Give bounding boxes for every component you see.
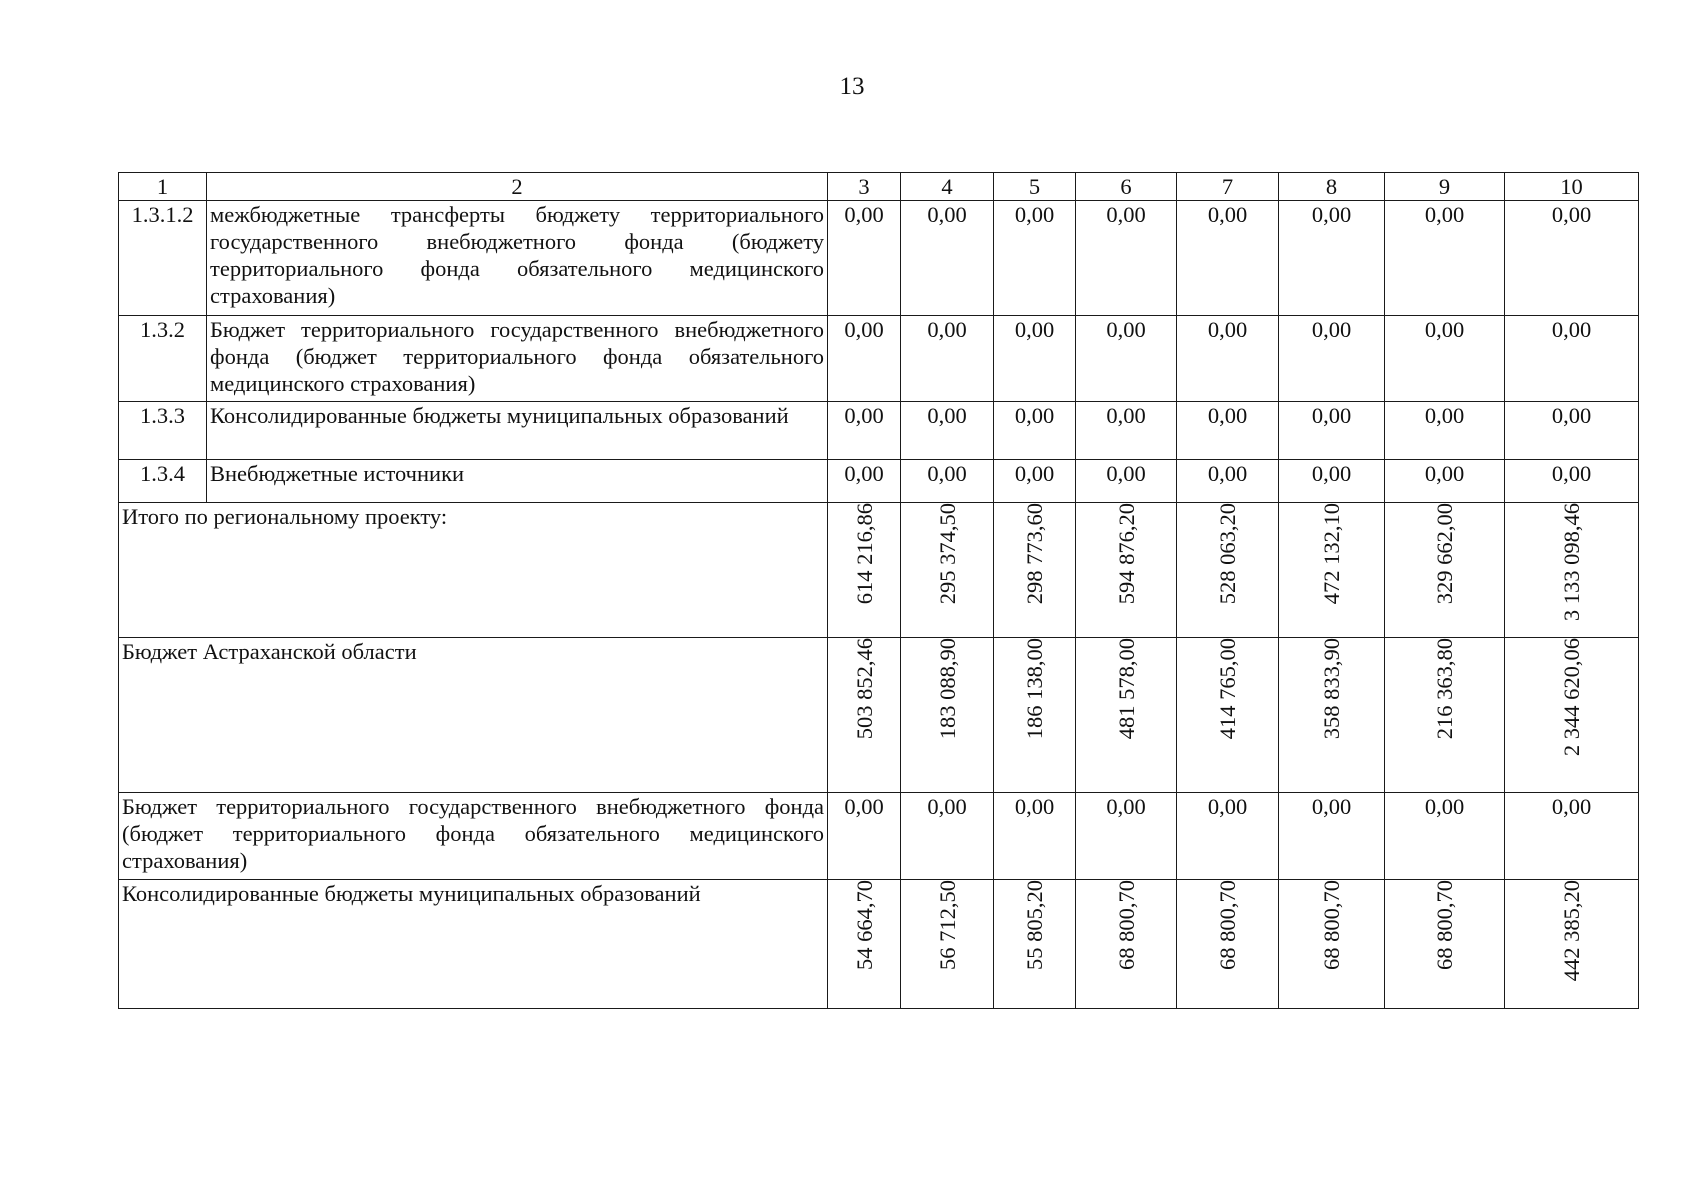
column-number: 3 <box>828 173 901 201</box>
page-number: 13 <box>839 73 865 100</box>
summary-row-name: Бюджет территориального государственного внебюджетного фонда (бюджет территориального фонда обязательного медицинского страхования) <box>119 793 828 880</box>
summary-value: 0,00 <box>1505 793 1639 880</box>
summary-row <box>119 880 1639 1009</box>
summary-row-name: Итого по региональному проекту: <box>119 503 828 638</box>
row-value: 0,00 <box>1505 460 1639 503</box>
summary-row <box>119 793 1639 880</box>
summary-value: 68 800,70 <box>1319 880 1344 970</box>
column-number: 2 <box>207 173 828 201</box>
row-value: 0,00 <box>828 201 901 316</box>
row-value: 0,00 <box>1385 460 1505 503</box>
table-row <box>119 460 1639 503</box>
summary-value: 442 385,20 <box>1559 880 1584 982</box>
summary-row-name: Консолидированные бюджеты муниципальных образований <box>119 880 828 1009</box>
row-code: 1.3.1.2 <box>119 201 207 316</box>
summary-value: 414 765,00 <box>1215 638 1240 740</box>
summary-value: 216 363,80 <box>1432 638 1457 740</box>
column-number: 9 <box>1385 173 1505 201</box>
summary-value: 472 132,10 <box>1319 503 1344 605</box>
summary-value: 68 800,70 <box>1113 880 1139 970</box>
row-value: 0,00 <box>901 402 994 460</box>
row-value: 0,00 <box>994 402 1076 460</box>
summary-value: 503 852,46 <box>851 638 877 740</box>
row-value: 0,00 <box>994 316 1076 402</box>
row-value: 0,00 <box>1279 402 1385 460</box>
row-value: 0,00 <box>1505 402 1639 460</box>
row-value: 0,00 <box>901 201 994 316</box>
budget-table <box>118 172 1639 1009</box>
summary-value: 614 216,86 <box>851 503 877 605</box>
row-name: Бюджет территориального государственного внебюджетного фонда (бюджет территориального фонда обязательного медицинского страхования) <box>207 316 828 402</box>
row-value: 0,00 <box>1177 201 1279 316</box>
row-code: 1.3.3 <box>119 402 207 460</box>
row-value: 0,00 <box>1279 460 1385 503</box>
summary-value: 55 805,20 <box>1022 880 1047 970</box>
summary-value: 54 664,70 <box>851 880 877 970</box>
summary-value: 528 063,20 <box>1215 503 1240 605</box>
summary-value: 0,00 <box>1076 793 1177 880</box>
summary-value: 0,00 <box>994 793 1076 880</box>
summary-row <box>119 638 1639 793</box>
row-value: 0,00 <box>1279 316 1385 402</box>
row-value: 0,00 <box>1177 402 1279 460</box>
table-row <box>119 402 1639 460</box>
row-value: 0,00 <box>1177 316 1279 402</box>
row-value: 0,00 <box>828 402 901 460</box>
summary-value: 68 800,70 <box>1432 880 1457 970</box>
summary-value: 298 773,60 <box>1022 503 1047 605</box>
row-code: 1.3.2 <box>119 316 207 402</box>
summary-value: 295 374,50 <box>934 503 960 605</box>
summary-value: 2 344 620,06 <box>1559 638 1584 757</box>
column-number: 8 <box>1279 173 1385 201</box>
row-value: 0,00 <box>994 460 1076 503</box>
summary-value: 56 712,50 <box>934 880 960 970</box>
summary-value: 0,00 <box>1385 793 1505 880</box>
row-value: 0,00 <box>1076 201 1177 316</box>
summary-value: 594 876,20 <box>1113 503 1139 605</box>
column-number: 6 <box>1076 173 1177 201</box>
column-number: 4 <box>901 173 994 201</box>
column-number: 5 <box>994 173 1076 201</box>
row-value: 0,00 <box>994 201 1076 316</box>
row-name: межбюджетные трансферты бюджету территориального государственного внебюджетного фонда (бюджету территориального фонда обязательного медицинского страхования) <box>207 201 828 316</box>
summary-value: 0,00 <box>1279 793 1385 880</box>
summary-row-name: Бюджет Астраханской области <box>119 638 828 793</box>
summary-value: 329 662,00 <box>1432 503 1457 605</box>
summary-row <box>119 503 1639 638</box>
row-value: 0,00 <box>1076 402 1177 460</box>
summary-value: 358 833,90 <box>1319 638 1344 740</box>
summary-value: 0,00 <box>901 793 994 880</box>
row-name: Внебюджетные источники <box>207 460 828 503</box>
column-number: 10 <box>1505 173 1639 201</box>
summary-value: 183 088,90 <box>934 638 960 740</box>
summary-value: 0,00 <box>1177 793 1279 880</box>
row-value: 0,00 <box>1505 316 1639 402</box>
table-row <box>119 316 1639 402</box>
row-value: 0,00 <box>1385 201 1505 316</box>
summary-value: 186 138,00 <box>1022 638 1047 740</box>
row-value: 0,00 <box>1385 402 1505 460</box>
column-number-row <box>119 173 1639 201</box>
row-value: 0,00 <box>901 316 994 402</box>
column-number: 7 <box>1177 173 1279 201</box>
row-value: 0,00 <box>1076 460 1177 503</box>
table-row <box>119 201 1639 316</box>
row-name: Консолидированные бюджеты муниципальных образований <box>207 402 828 460</box>
summary-value: 68 800,70 <box>1215 880 1240 970</box>
row-value: 0,00 <box>1177 460 1279 503</box>
row-value: 0,00 <box>828 316 901 402</box>
row-value: 0,00 <box>1076 316 1177 402</box>
summary-value: 3 133 098,46 <box>1559 503 1584 622</box>
row-value: 0,00 <box>1505 201 1639 316</box>
column-number: 1 <box>119 173 207 201</box>
summary-value: 0,00 <box>828 793 901 880</box>
summary-value: 481 578,00 <box>1113 638 1139 740</box>
row-value: 0,00 <box>1279 201 1385 316</box>
row-value: 0,00 <box>901 460 994 503</box>
row-value: 0,00 <box>828 460 901 503</box>
row-value: 0,00 <box>1385 316 1505 402</box>
row-code: 1.3.4 <box>119 460 207 503</box>
